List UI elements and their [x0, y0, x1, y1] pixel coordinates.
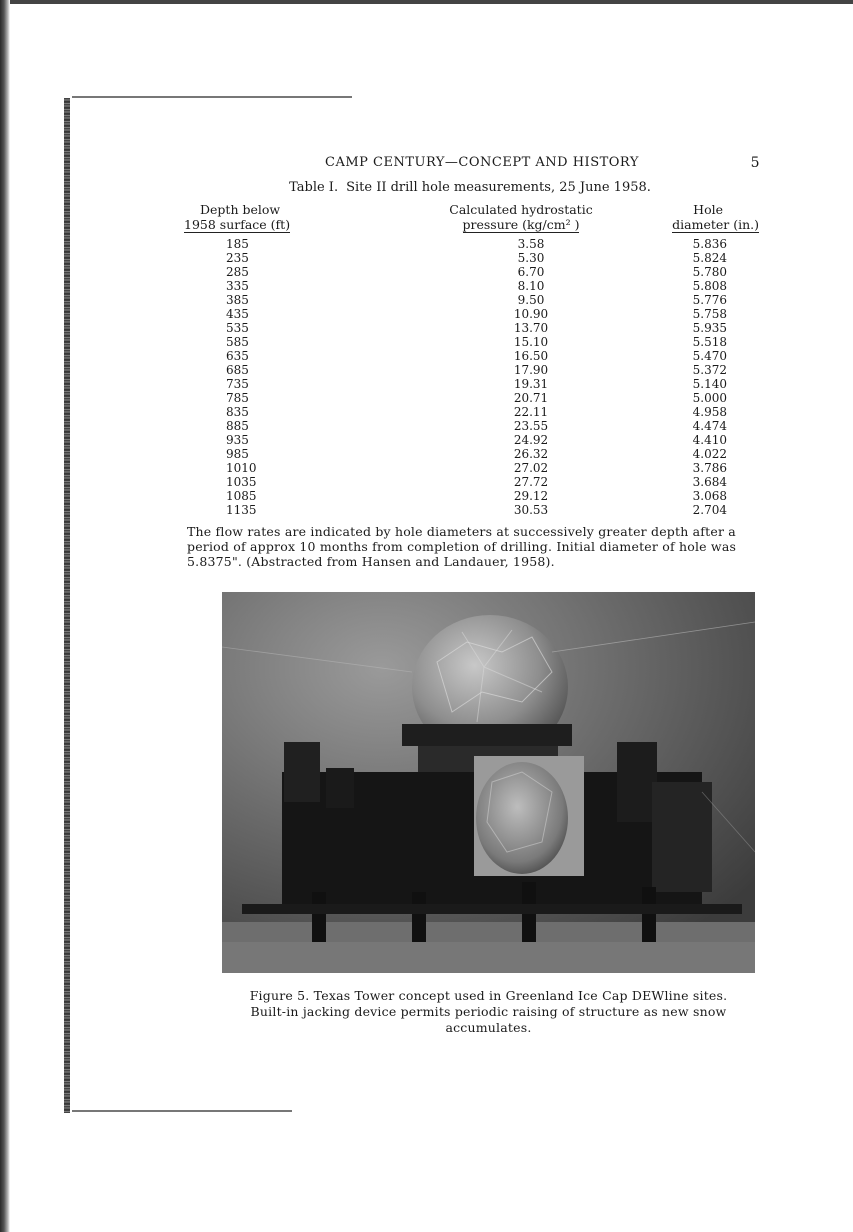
page-rule-bottom — [72, 1110, 292, 1112]
depth-cell: 185 — [226, 237, 249, 251]
depth-cell: 685 — [226, 363, 249, 377]
col-header-pressure — [386, 202, 656, 237]
table-body — [184, 237, 759, 517]
pressure-cell: 24.92 — [513, 433, 549, 447]
pressure-cell: 15.10 — [513, 335, 549, 349]
diameter-cell: 4.474 — [692, 419, 727, 433]
table-row — [184, 307, 759, 321]
table-row — [184, 265, 759, 279]
binder-strip — [64, 98, 70, 1113]
depth-cell: 835 — [226, 405, 249, 419]
col-header-diameter-line2: diameter (in.) — [672, 217, 759, 232]
depth-cell: 385 — [226, 293, 249, 307]
depth-cell: 235 — [226, 251, 249, 265]
diameter-cell: 3.786 — [692, 461, 727, 475]
pressure-cell: 20.71 — [513, 391, 549, 405]
col-header-depth — [184, 202, 386, 237]
pressure-cell: 9.50 — [517, 293, 545, 307]
table-row — [184, 251, 759, 265]
figure-caption-line1: Figure 5. Texas Tower concept used in Greenland Ice Cap DEWline sites. — [249, 988, 728, 1003]
table-row — [184, 405, 759, 419]
depth-cell: 285 — [226, 265, 249, 279]
diameter-cell: 5.776 — [692, 293, 727, 307]
table-row — [184, 433, 759, 447]
diameter-cell: 5.140 — [692, 377, 727, 391]
pressure-cell: 26.32 — [513, 447, 549, 461]
table-row — [184, 335, 759, 349]
pressure-cell: 6.70 — [517, 265, 545, 279]
table-row — [184, 237, 759, 251]
pressure-cell: 29.12 — [513, 489, 549, 503]
figure-caption — [222, 988, 755, 1036]
diameter-cell: 4.958 — [692, 405, 727, 419]
pressure-cell: 22.11 — [513, 405, 549, 419]
table-caption — [0, 180, 853, 195]
diameter-cell: 4.022 — [692, 447, 727, 461]
pressure-cell: 13.70 — [513, 321, 549, 335]
depth-cell: 1035 — [226, 475, 257, 489]
table-caption-text: Site II drill hole measurements, 25 June 1958. — [346, 180, 651, 195]
diameter-cell: 5.780 — [692, 265, 727, 279]
table-row — [184, 447, 759, 461]
depth-cell: 735 — [226, 377, 249, 391]
figure-caption-line2: Built-in jacking device permits periodic raising of structure as new snow — [250, 1004, 727, 1019]
diameter-cell: 3.684 — [692, 475, 727, 489]
table-caption-label: Table I. — [289, 180, 339, 195]
depth-cell: 935 — [226, 433, 249, 447]
table-row — [184, 461, 759, 475]
depth-cell: 1010 — [226, 461, 257, 475]
pressure-cell: 16.50 — [513, 349, 549, 363]
table-header-row — [184, 202, 759, 237]
pressure-cell: 30.53 — [513, 503, 549, 517]
table-row — [184, 377, 759, 391]
table-row — [184, 293, 759, 307]
depth-cell: 1135 — [226, 503, 257, 517]
scan-edge-top — [0, 0, 853, 4]
depth-cell: 785 — [226, 391, 249, 405]
table-note: The flow rates are indicated by hole diameters at successively greater depth after a period of approx 10 months from completion of drilling. Initial diameter of hole was 5.8375". (Abstracted from Hansen and Landauer, 1958). — [187, 524, 737, 569]
pressure-cell: 27.72 — [513, 475, 549, 489]
texas-tower-illustration — [222, 592, 755, 973]
depth-cell: 635 — [226, 349, 249, 363]
page-rule-top — [72, 96, 352, 98]
diameter-cell: 3.068 — [692, 489, 727, 503]
pressure-cell: 8.10 — [517, 279, 545, 293]
table-row — [184, 279, 759, 293]
table-row — [184, 419, 759, 433]
diameter-cell: 2.704 — [692, 503, 727, 517]
drill-hole-table — [184, 202, 759, 517]
col-header-depth-line1: Depth below — [200, 202, 281, 217]
table-row — [184, 391, 759, 405]
table-row — [184, 363, 759, 377]
depth-cell: 1085 — [226, 489, 257, 503]
figure-caption-line3: accumulates. — [445, 1020, 532, 1035]
diameter-cell: 5.470 — [692, 349, 727, 363]
col-header-depth-line2: 1958 surface (ft) — [184, 217, 291, 232]
pressure-cell: 5.30 — [517, 251, 545, 265]
depth-cell: 435 — [226, 307, 249, 321]
table-row — [184, 321, 759, 335]
diameter-cell: 5.935 — [692, 321, 727, 335]
pressure-cell: 3.58 — [517, 237, 545, 251]
pressure-cell: 10.90 — [513, 307, 549, 321]
table-row — [184, 475, 759, 489]
col-header-diameter-line1: Hole — [693, 202, 723, 217]
depth-cell: 585 — [226, 335, 249, 349]
pressure-cell: 19.31 — [513, 377, 549, 391]
table-row — [184, 503, 759, 517]
pressure-cell: 23.55 — [513, 419, 549, 433]
diameter-cell: 5.372 — [692, 363, 727, 377]
depth-cell: 335 — [226, 279, 249, 293]
col-header-pressure-line2: pressure (kg/cm² ) — [462, 217, 580, 232]
diameter-cell: 5.000 — [692, 391, 727, 405]
diameter-cell: 5.518 — [692, 335, 727, 349]
texas-tower-photo — [222, 592, 755, 973]
table-row — [184, 349, 759, 363]
pressure-cell: 17.90 — [513, 363, 549, 377]
table-row — [184, 489, 759, 503]
depth-cell: 535 — [226, 321, 249, 335]
page-number: 5 — [750, 155, 760, 171]
running-title: CAMP CENTURY—CONCEPT AND HISTORY — [325, 155, 639, 170]
diameter-cell: 5.824 — [692, 251, 727, 265]
depth-cell: 885 — [226, 419, 249, 433]
diameter-cell: 4.410 — [692, 433, 727, 447]
col-header-pressure-line1: Calculated hydrostatic — [449, 202, 593, 217]
diameter-cell: 5.808 — [692, 279, 727, 293]
pressure-cell: 27.02 — [513, 461, 549, 475]
diameter-cell: 5.758 — [692, 307, 727, 321]
diameter-cell: 5.836 — [692, 237, 727, 251]
depth-cell: 985 — [226, 447, 249, 461]
col-header-diameter — [656, 202, 759, 237]
